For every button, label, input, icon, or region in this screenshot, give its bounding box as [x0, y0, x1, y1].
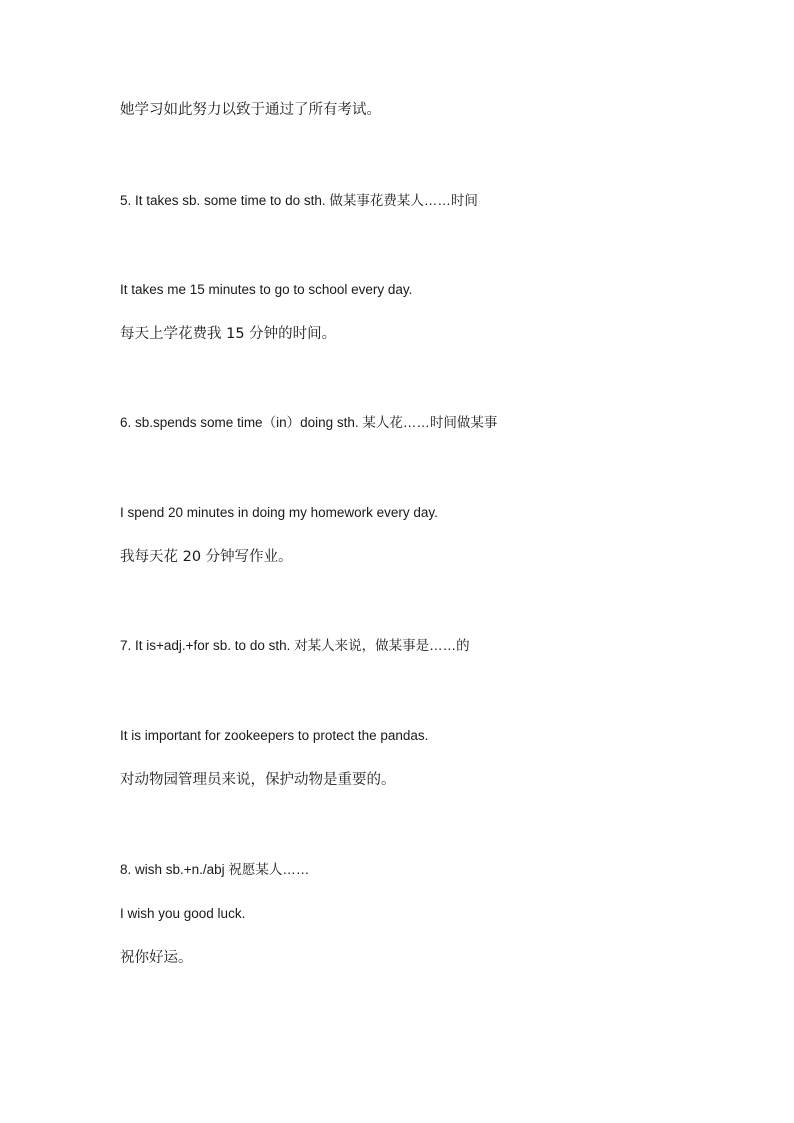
example-translation-7: 对动物园管理员来说，保护动物是重要的。 — [120, 772, 396, 788]
phrase-heading-5: 5. It takes sb. some time to do sth. 做某事花费某人……时间 — [120, 193, 478, 208]
phrase-heading-6: 6. sb.spends some time（in）doing sth. 某人花……时间做某事 — [120, 415, 498, 430]
example-sentence-7: It is important for zookeepers to protect the pandas. — [120, 728, 429, 743]
example-sentence-6: I spend 20 minutes in doing my homework every day. — [120, 505, 438, 520]
example-sentence-5: It takes me 15 minutes to go to school every day. — [120, 282, 413, 297]
example-translation-6: 我每天花 20 分钟写作业。 — [120, 549, 293, 565]
example-sentence-8: I wish you good luck. — [120, 906, 246, 921]
sentence-translation-1: 她学习如此努力以致于通过了所有考试。 — [120, 102, 381, 118]
example-translation-5: 每天上学花费我 15 分钟的时间。 — [120, 326, 337, 342]
phrase-heading-8: 8. wish sb.+n./abj 祝愿某人…… — [120, 862, 310, 877]
phrase-heading-7: 7. It is+adj.+for sb. to do sth. 对某人来说，做某事是……的 — [120, 638, 470, 653]
example-translation-8: 祝你好运。 — [120, 950, 193, 966]
